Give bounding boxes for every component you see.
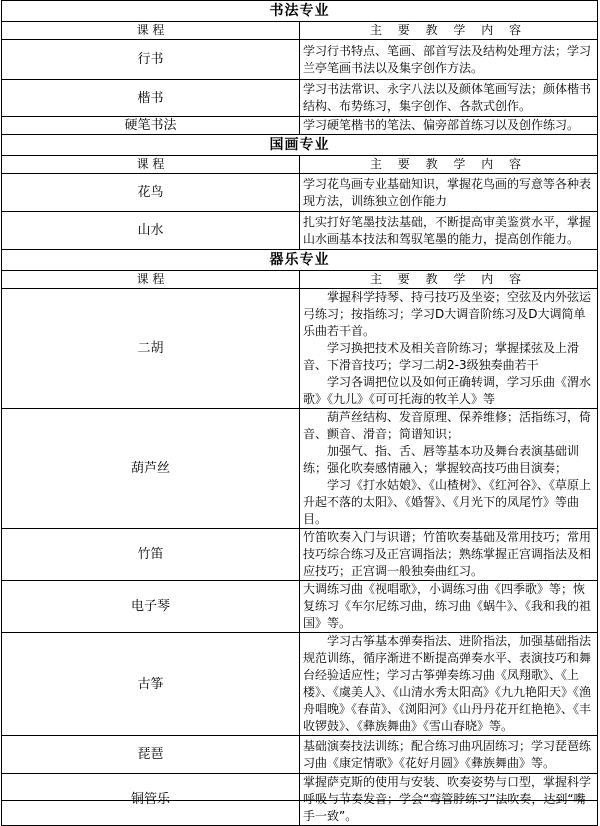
- course-row: [2, 633, 598, 736]
- course-row: [2, 40, 598, 80]
- course-content: [300, 633, 598, 736]
- course-content: [300, 409, 598, 529]
- content-paragraph: 基础演奏技法训练；配合练习曲巩固练习；学习琵琶练习曲《康定情歌》《花好月圆》《彝族舞曲》等。: [303, 738, 592, 770]
- cut-off-title-fragment: [285, 800, 315, 802]
- course-content: [300, 289, 598, 409]
- course-name: 电子琴: [2, 581, 300, 633]
- course-row: [2, 212, 598, 250]
- course-row: [2, 409, 598, 529]
- column-header-row: [2, 22, 598, 40]
- course-name: 楷书: [2, 80, 300, 117]
- course-content: [300, 117, 598, 135]
- section-title: 书法专业: [2, 1, 598, 22]
- content-paragraph: 学习硬笔楷书的笔法、偏旁部首练习以及创作练习。: [303, 118, 580, 132]
- course-row: [2, 117, 598, 135]
- course-content: [300, 529, 598, 581]
- section-title-row: [2, 1, 598, 22]
- curriculum-table: [1, 0, 598, 826]
- course-row: [2, 174, 598, 212]
- course-name: 琵琶: [2, 736, 300, 774]
- course-name: 古筝: [2, 633, 300, 736]
- course-header: 课 程: [2, 156, 300, 174]
- course-header: 课 程: [2, 271, 300, 289]
- content-paragraph: 学习古筝基本弹奏指法、进阶指法，加强基础指法规范训练，循序渐进不断提高弹奏水平、表演技巧和舞台经验适应性；学习古筝弹奏练习曲《凤翔歌》、《上楼》、《虞美人》、《山清水秀太阳高》《九九艳阳天》《渔舟唱晚》《春苗》、《浏阳河》《山丹丹花开红艳艳》、《丰收锣鼓》、《彝族舞曲》《雪山春晓》等。: [303, 634, 592, 733]
- content-paragraph: 学习《打水姑娘》、《山楂树》、《红河谷》、《草原上升起不落的太阳》、《婚誓》、《月光下的凤尾竹》等曲目。: [303, 478, 592, 526]
- section-title-row: [2, 250, 598, 271]
- course-row: [2, 80, 598, 117]
- content-paragraph: 掌握萨克斯的使用与安装、吹奏姿势与口型，掌握科学呼吸与节奏发音；学会“弯管脖练习”法吹奏，达到“嘴手一致”。: [303, 775, 592, 823]
- course-header: 课 程: [2, 22, 300, 40]
- content-paragraph: 学习行书特点、笔画、部首写法及结构处理方法；学习兰亭笔画书法以及集字创作方法。: [303, 43, 592, 75]
- column-header-row: [2, 156, 598, 174]
- curriculum-table-body: [2, 1, 598, 826]
- course-content: [300, 212, 598, 250]
- course-name: 二胡: [2, 289, 300, 409]
- content-paragraph: 竹笛吹奏入门与识谱；竹笛吹奏基础及常用技巧；常用技巧综合练习及正宫调指法；熟练掌握正宫调指法及相应技巧；正宫调一般独奏曲红习。: [303, 530, 592, 578]
- course-content: [300, 40, 598, 80]
- course-name: 铜管乐: [2, 774, 300, 826]
- section-title: 国画专业: [2, 135, 598, 156]
- course-name: 硬笔书法: [2, 117, 300, 135]
- course-content: [300, 581, 598, 633]
- section-title-row: [2, 135, 598, 156]
- content-paragraph: 大调练习曲《视唱歌》，小调练习曲《四季歌》等；恢复练习《车尔尼练习曲，练习曲《蜗牛》、《我和我的祖国》等。: [303, 582, 592, 630]
- content-paragraph: 学习书法常识、永字八法以及颜体笔画写法；颜体楷书结构、布势练习，集字创作、各款式创作。: [303, 82, 592, 113]
- content-paragraph: 掌握科学持琴、持弓技巧及坐姿；空弦及内外弦运弓练习；按指练习；学习D大调音阶练习及D大调简单乐曲若干首。: [303, 290, 592, 338]
- column-header-row: [2, 271, 598, 289]
- course-name: 竹笛: [2, 529, 300, 581]
- content-paragraph: 学习花鸟画专业基础知识，掌握花鸟画的写意等各种表现方法，训练独立创作能力: [303, 176, 592, 208]
- content-paragraph: 葫芦丝结构、发音原理、保养维修；活指练习，倚音、颤音、滑音；简谱知识；: [303, 410, 592, 441]
- content-paragraph: 学习各调把位以及如何正确转调，学习乐曲《渭水歌》《九儿》《可可托海的牧羊人》等: [303, 375, 592, 406]
- course-name: 山水: [2, 212, 300, 250]
- course-name: 花鸟: [2, 174, 300, 212]
- course-content: [300, 80, 598, 117]
- course-content: [300, 736, 598, 774]
- content-header: 主 要 教 学 内 容: [300, 156, 598, 174]
- course-row: [2, 529, 598, 581]
- content-header: 主 要 教 学 内 容: [300, 22, 598, 40]
- content-paragraph: 加强气、指、舌、唇等基本功及舞台表演基础训练；强化吹奏感情融入；掌握较高技巧曲目演奏；: [303, 444, 580, 475]
- content-paragraph: 学习换把技术及相关音阶练习；掌握揉弦及上滑音、下滑音技巧；学习二胡2-3级独奏曲若干: [303, 341, 580, 372]
- course-row: [2, 289, 598, 409]
- section-title: 器乐专业: [2, 250, 598, 271]
- content-paragraph: 扎实打好笔墨技法基础，不断提高审美鉴赏水平，掌握山水画基本技法和驾驭笔墨的能力，提高创作能力。: [303, 214, 592, 246]
- course-name: 行书: [2, 40, 300, 80]
- course-row: [2, 581, 598, 633]
- course-row: [2, 736, 598, 774]
- course-name: 葫芦丝: [2, 409, 300, 529]
- content-header: 主 要 教 学 内 容: [300, 271, 598, 289]
- course-content: [300, 174, 598, 212]
